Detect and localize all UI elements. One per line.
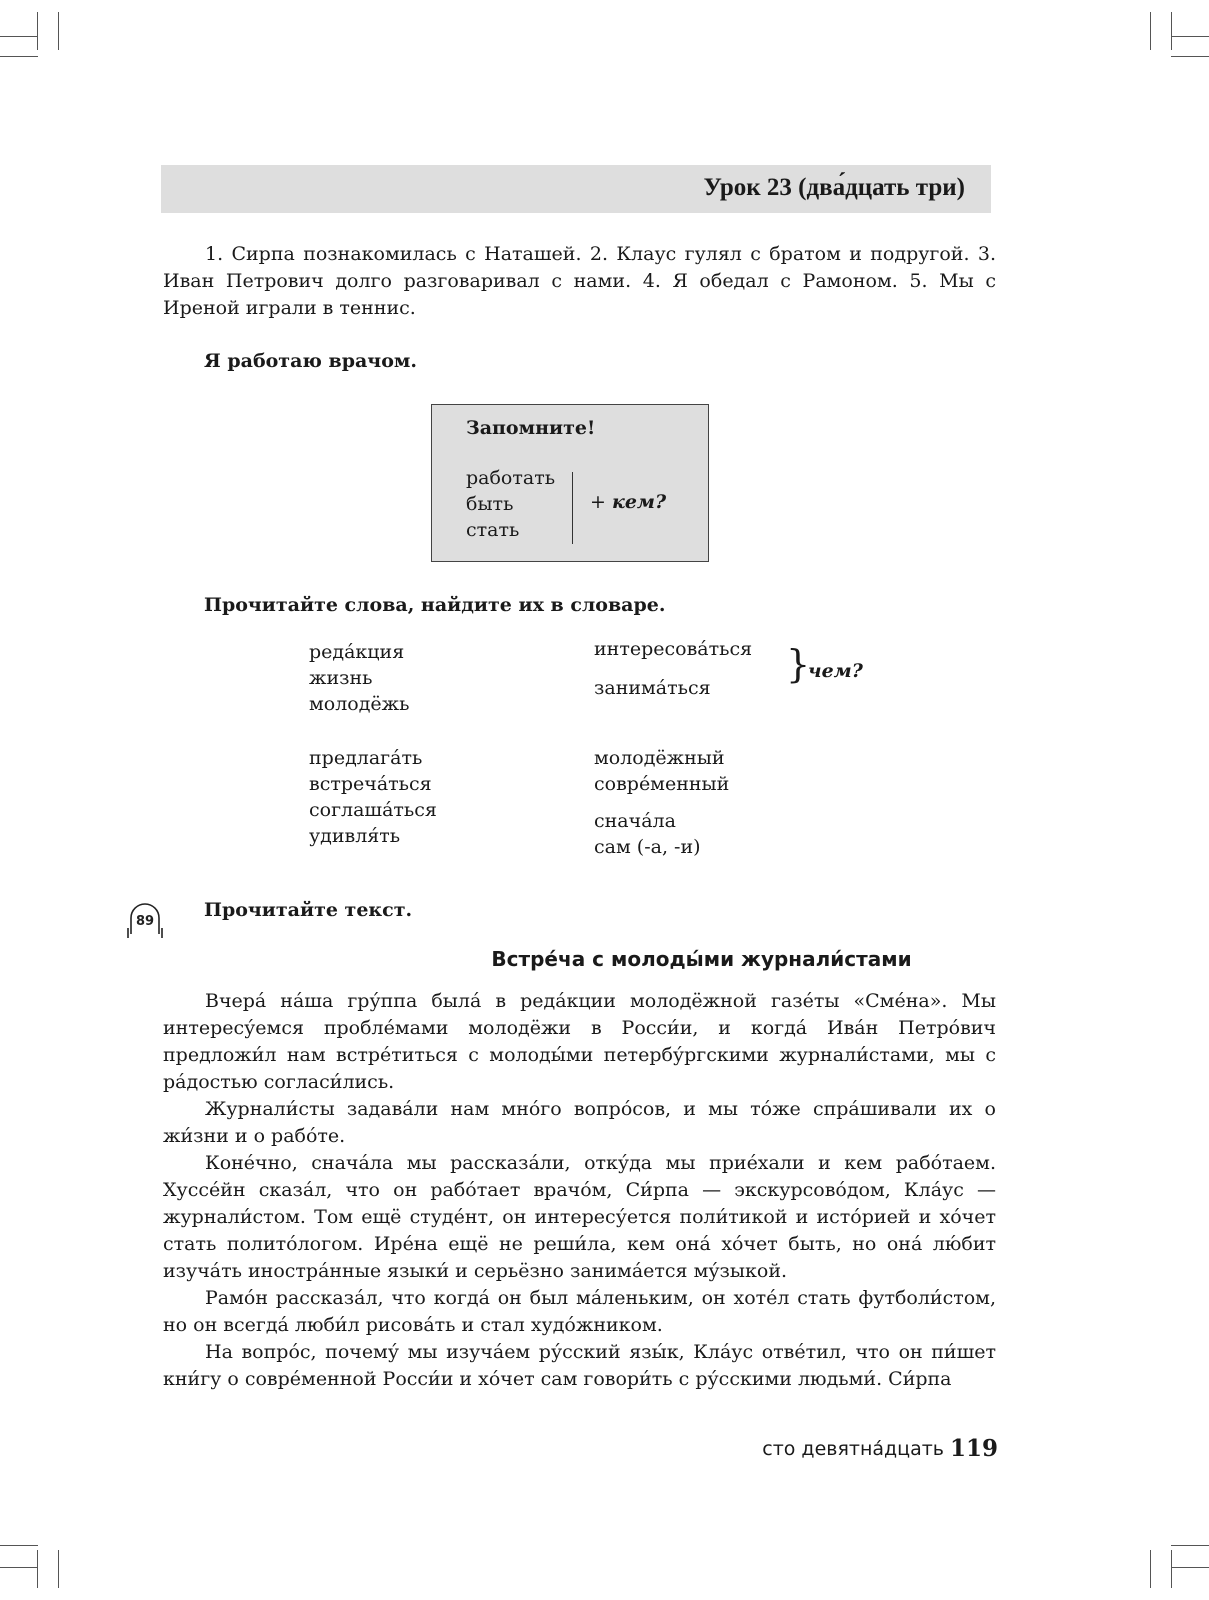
crop-mark: [0, 36, 37, 37]
vocab-word: удивля́ть: [309, 825, 401, 847]
crop-mark: [0, 1545, 38, 1546]
text-paragraph: Журнали́сты задава́ли нам мно́го вопро́сов, и мы то́же спра́шивали их о жи́зни и о рабо́те.: [163, 1098, 996, 1147]
plus-sign: +: [590, 491, 612, 513]
crop-mark: [0, 1567, 37, 1568]
lesson-title: Урок 23 (два́дцать три): [703, 174, 965, 201]
crop-mark: [1150, 1550, 1151, 1588]
vocab-word: молодёжный: [594, 747, 725, 769]
text-paragraph: Рамо́н рассказа́л, что когда́ он был ма́леньким, он хоте́л стать футболи́стом, но он всегда́ люби́л рисова́ть и стал худо́жником.: [163, 1287, 996, 1336]
vocab-word: реда́кция: [309, 641, 405, 663]
question-word: кем?: [611, 491, 667, 513]
text-paragraph: Коне́чно, снача́ла мы рассказа́ли, отку́да мы прие́хали и кем рабо́таем. Хуссе́йн сказа́л, что он рабо́тает врачо́м, Си́рпа — экскурсово́дом, Кла́ус — журнали́стом. Том ещё студе́нт, он интересу́ется поли́тикой и исто́рией и хо́чет стать полито́логом. Ире́на ещё не реши́ла, кем она́ хо́чет быть, но она́ лю́бит изуча́ть иностра́нные языки́ и серьёзно занима́ется му́зыкой.: [163, 1152, 996, 1282]
crop-mark: [1171, 1567, 1209, 1568]
brace-symbol: }: [786, 642, 811, 686]
intro-paragraph: 1. Сирпа познакомилась с Наташей. 2. Клаус гулял с братом и подругой. 3. Иван Петрович долго разговаривал с нами. 4. Я обедал с Рамоном. 5. Мы с Иреной играли в теннис.: [163, 243, 996, 319]
crop-mark: [58, 1550, 59, 1588]
crop-mark: [1171, 12, 1172, 50]
case-question: [590, 491, 666, 513]
crop-mark: [58, 12, 59, 50]
remember-box: [431, 404, 709, 562]
page-number-words: сто девятна́дцать: [762, 1438, 944, 1460]
brace-question: чем?: [808, 660, 863, 682]
lesson-header-bar: [161, 165, 991, 213]
grammar-heading: Я работаю врачом.: [204, 350, 417, 372]
crop-mark: [1171, 56, 1209, 57]
vocab-word: интересова́ться: [594, 638, 753, 660]
verb-item: стать: [466, 519, 520, 541]
verb-item: быть: [466, 493, 514, 515]
vocab-word: снача́ла: [594, 810, 676, 832]
crop-mark: [1150, 12, 1151, 50]
vocab-word: совре́менный: [594, 773, 730, 795]
text-title-label: Встре́ча с молоды́ми журнали́стами: [491, 947, 912, 971]
crop-mark: [0, 56, 38, 57]
crop-mark: [1171, 1545, 1209, 1546]
vocab-word: предлага́ть: [309, 747, 423, 769]
vocab-word: молодёжь: [309, 693, 410, 715]
vocab-word: занима́ться: [594, 677, 711, 699]
verb-item: работать: [466, 467, 556, 489]
crop-mark: [37, 1550, 38, 1588]
remember-title: Запомните!: [466, 417, 596, 439]
headphones-icon[interactable]: [126, 898, 164, 948]
verb-list: [466, 465, 555, 543]
page-number: 119: [949, 1435, 998, 1462]
text-title: [0, 947, 1209, 971]
crop-mark: [1171, 1550, 1172, 1588]
vocab-word: соглаша́ться: [309, 799, 437, 821]
audio-track-number: 89: [135, 914, 155, 929]
verb-divider: [572, 472, 573, 544]
text-paragraph: На вопро́с, почему́ мы изуча́ем ру́сский язы́к, Кла́ус отве́тил, что он пи́шет кни́гу о совре́менной Росси́и и хо́чет сам говори́ть с ру́сскими людьми́. Си́рпа: [163, 1341, 996, 1390]
vocab-word: жизнь: [309, 667, 373, 689]
vocab-word: встреча́ться: [309, 773, 432, 795]
reading-heading: Прочитайте текст.: [204, 899, 413, 921]
vocab-word: сам (-а, -и): [594, 836, 701, 858]
vocab-heading: Прочитайте слова, найдите их в словаре.: [204, 594, 666, 616]
text-paragraph: Вчера́ на́ша гру́ппа была́ в реда́кции молодёжной газе́ты «Сме́на». Мы интересу́емся пробле́мами молодёжи в Росси́и, и когда́ Ива́н Петро́вич предложи́л нам встре́титься с молоды́ми петербу́ргскими журнали́стами, мы с ра́достью согласи́лись.: [163, 990, 996, 1093]
crop-mark: [37, 12, 38, 50]
crop-mark: [1171, 36, 1209, 37]
